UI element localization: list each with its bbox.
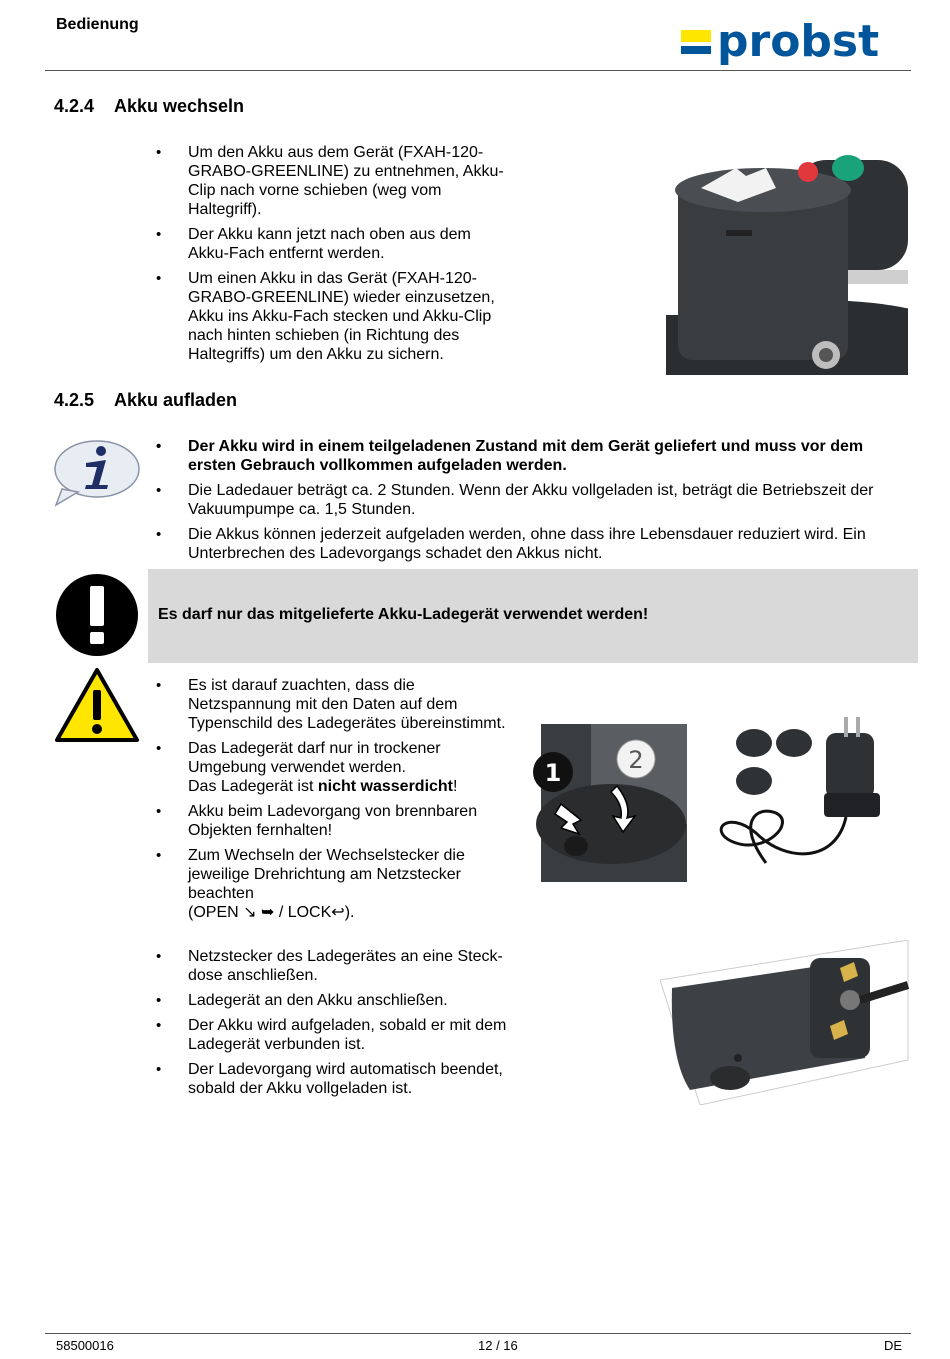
list-item: • Um den Akku aus dem Gerät (FXAH-120- GRABO-GREENLINE) zu entnehmen, Akku- Clip nach vorne schieben (weg vom Haltegriff).	[156, 143, 536, 219]
footer-language: DE	[884, 1338, 903, 1353]
caution-list	[156, 676, 536, 928]
battery-clip-photo	[666, 150, 908, 375]
logo-wordmark: probst	[717, 20, 880, 66]
list-item: • Der Akku kann jetzt nach oben aus dem Akku-Fach entfernt werden.	[156, 225, 536, 263]
list-item: • Netzstecker des Ladegerätes an eine Steck- dose anschließen.	[156, 947, 546, 985]
header-title: Bedienung	[56, 16, 139, 33]
list-item: • Der Akku wird aufgeladen, sobald er mit dem Ladegerät verbunden ist.	[156, 1016, 546, 1054]
footer-divider	[45, 1333, 911, 1334]
list-item: • Der Ladevorgang wird automatisch beendet, sobald der Akku vollgeladen ist.	[156, 1060, 546, 1098]
probst-logo	[679, 20, 905, 66]
step-1-badge: 1	[544, 759, 562, 787]
step-2-badge: 2	[628, 746, 644, 774]
battery-charging-photo	[660, 940, 910, 1105]
list-item: • Um einen Akku in das Gerät (FXAH-120- GRABO-GREENLINE) wieder einzusetzen, Akku ins Akku-Fach stecken und Akku-Clip nach hinten schieben (in Richtung des Haltegriffs) um den Akku zu sichern.	[156, 269, 536, 364]
exclamation-icon	[56, 574, 138, 656]
list-item: • Es ist darauf zuachten, dass die Netzspannung mit den Daten auf dem Typenschild des Ladegerätes übereinstimmt.	[156, 676, 536, 733]
info-list	[156, 437, 916, 569]
section-heading-425: 4.2.5 Akku aufladen	[54, 390, 238, 410]
section-heading-424: 4.2.4 Akku wechseln	[54, 96, 245, 116]
warning-text: Es darf nur das mitgelieferte Akku-Ladegerät verwendet werden!	[158, 606, 649, 623]
charging-steps-list	[156, 947, 546, 1104]
list-item: • Die Akkus können jederzeit aufgeladen werden, ohne dass ihre Lebensdauer reduziert wird. Ein Unterbrechen des Ladevorgangs schadet den Akkus nicht.	[156, 525, 916, 563]
list-item: • Das Ladegerät darf nur in trockener Umgebung verwendet werden. Das Ladegerät ist nicht wasserdicht!	[156, 739, 536, 796]
list-item: • Akku beim Ladevorgang von brennbaren Objekten fernhalten!	[156, 802, 536, 840]
warning-triangle-icon	[55, 668, 139, 742]
list-item: • Die Ladedauer beträgt ca. 2 Stunden. Wenn der Akku vollgeladen ist, beträgt die Betriebszeit der Vakuumpumpe ca. 1,5 Stunden.	[156, 481, 916, 519]
akku-wechseln-list	[156, 143, 536, 370]
footer-page-number: 12 / 16	[478, 1338, 518, 1353]
info-icon	[52, 437, 142, 507]
plug-rotation-photo	[531, 724, 687, 882]
header-divider	[45, 70, 911, 71]
list-item: • Ladegerät an den Akku anschließen.	[156, 991, 546, 1010]
list-item: • Zum Wechseln der Wechselstecker die jeweilige Drehrichtung am Netzstecker beachten (OPEN ↘ ➥ / LOCK↩).	[156, 846, 536, 922]
list-item: • Der Akku wird in einem teilgeladenen Zustand mit dem Gerät geliefert und muss vor dem ersten Gebrauch vollkommen aufgeladen werden.	[156, 437, 916, 475]
charger-adapters-photo	[696, 713, 888, 883]
footer-doc-number: 58500016	[56, 1338, 114, 1353]
